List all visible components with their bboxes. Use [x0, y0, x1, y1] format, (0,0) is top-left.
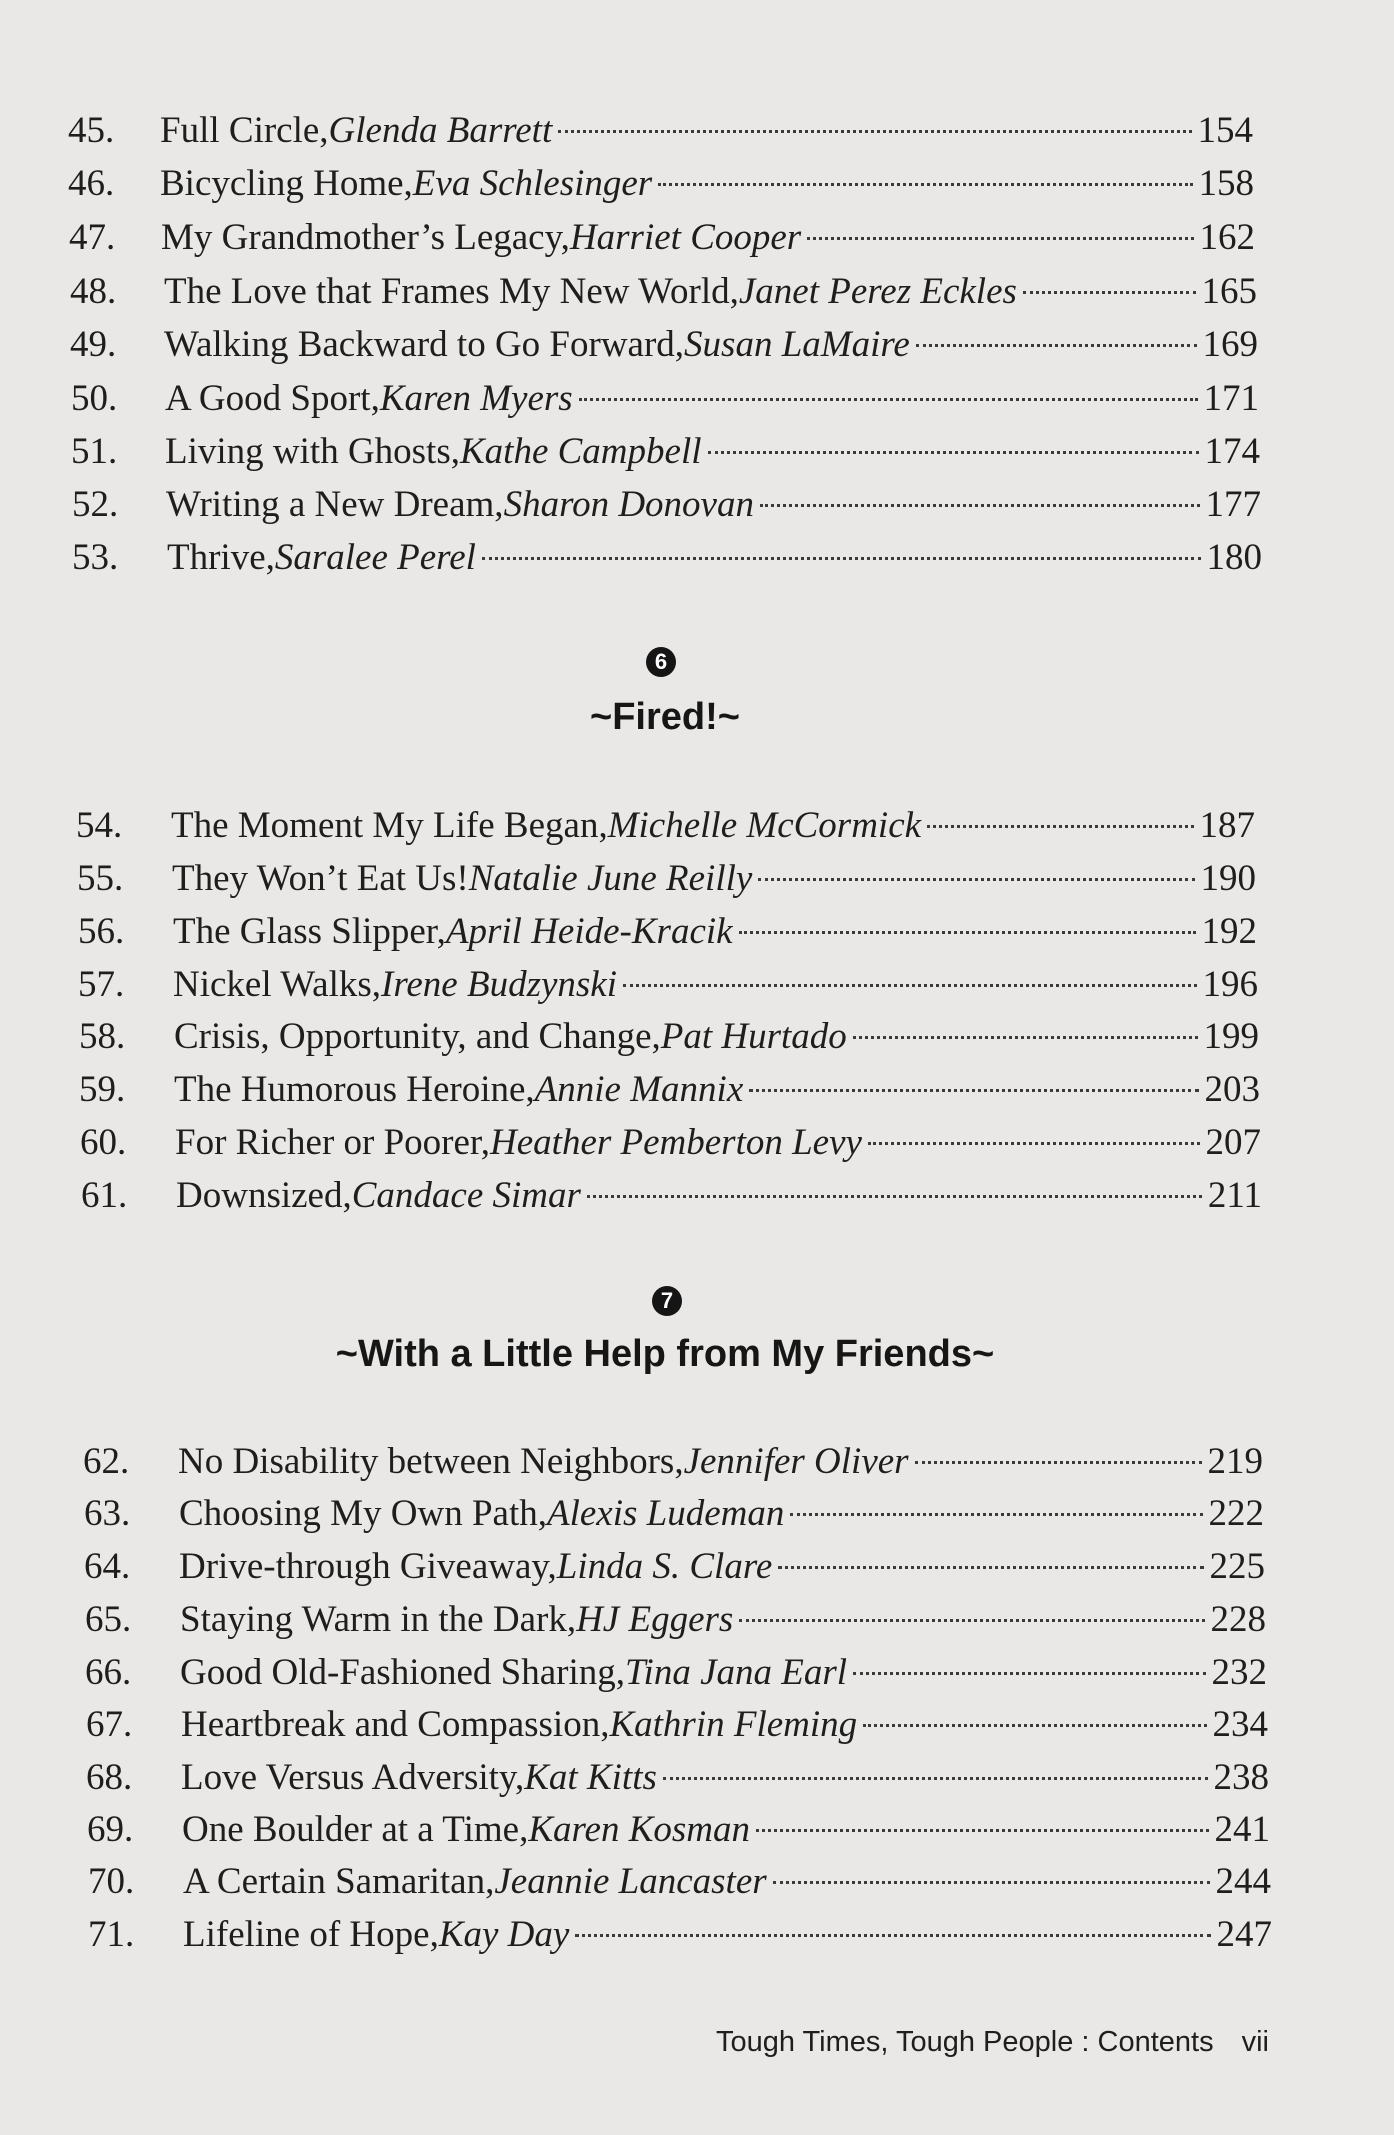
toc-entry[interactable]: [87, 1805, 1270, 1855]
entry-title: One Boulder at a Time,: [182, 1809, 529, 1850]
entry-title: Drive-through Giveaway,: [179, 1546, 557, 1587]
chapter-6-badge: 6: [646, 647, 676, 677]
entry-number: 52.: [72, 484, 119, 525]
entry-page: 162: [1199, 217, 1255, 258]
entry-author: Irene Budzynski: [381, 964, 617, 1005]
dot-leader: [558, 130, 1191, 133]
entry-number: 56.: [78, 911, 125, 952]
toc-entry[interactable]: [78, 960, 1258, 1010]
entry-author: Jennifer Oliver: [683, 1441, 909, 1482]
entry-title: Bicycling Home,: [160, 163, 413, 204]
entry-number: 47.: [69, 217, 116, 258]
entry-number: 69.: [87, 1809, 134, 1850]
entry-author: Heather Pemberton Levy: [490, 1122, 862, 1163]
dot-leader: [927, 825, 1193, 828]
dot-leader: [1023, 291, 1196, 294]
entry-page: 165: [1201, 271, 1257, 312]
toc-entry[interactable]: [84, 1489, 1264, 1539]
entry-title: Choosing My Own Path,: [179, 1493, 547, 1534]
entry-number: 67.: [86, 1704, 133, 1745]
entry-number: 54.: [76, 805, 123, 846]
dot-leader: [587, 1195, 1202, 1198]
page-folio: vii: [1241, 2026, 1269, 2058]
entry-author: Kat Kitts: [524, 1757, 657, 1798]
entry-title: A Good Sport,: [165, 378, 380, 419]
entry-title: The Humorous Heroine,: [174, 1069, 535, 1110]
entry-title: For Richer or Poorer,: [175, 1122, 491, 1163]
dot-leader: [658, 183, 1192, 186]
entry-title: Full Circle,: [160, 110, 329, 151]
toc-entry[interactable]: [71, 427, 1260, 477]
entry-author: Susan LaMaire: [684, 324, 910, 365]
entry-author: Alexis Ludeman: [546, 1493, 785, 1534]
entry-author: Karen Myers: [379, 378, 573, 419]
toc-entry[interactable]: [77, 854, 1256, 904]
entry-page: 219: [1207, 1441, 1263, 1482]
entry-page: 154: [1197, 110, 1253, 151]
dot-leader: [773, 1881, 1210, 1884]
entry-page: 169: [1202, 324, 1258, 365]
entry-number: 60.: [80, 1122, 127, 1163]
entry-page: 234: [1212, 1704, 1268, 1745]
toc-entry[interactable]: [68, 106, 1253, 156]
dot-leader: [739, 1619, 1204, 1622]
entry-number: 70.: [88, 1861, 135, 1902]
toc-entry[interactable]: [70, 320, 1258, 370]
entry-title: The Moment My Life Began,: [171, 805, 608, 846]
dot-leader: [708, 451, 1199, 454]
entry-number: 61.: [81, 1175, 128, 1216]
entry-author: Janet Perez Eckles: [738, 271, 1017, 312]
entry-page: 244: [1215, 1861, 1271, 1902]
dot-leader: [663, 1777, 1208, 1780]
entry-author: Saralee Perel: [274, 537, 476, 578]
entry-author: Pat Hurtado: [660, 1016, 847, 1057]
dot-leader: [760, 504, 1200, 507]
entry-title: Love Versus Adversity,: [181, 1757, 525, 1798]
entry-number: 63.: [84, 1493, 131, 1534]
toc-entry[interactable]: [70, 267, 1257, 317]
entry-page: 187: [1199, 805, 1255, 846]
entry-title: Good Old-Fashioned Sharing,: [180, 1652, 625, 1693]
entry-number: 71.: [88, 1914, 135, 1955]
entry-page: 203: [1204, 1069, 1260, 1110]
entry-title: No Disability between Neighbors,: [178, 1441, 684, 1482]
entry-author: Kay Day: [438, 1914, 570, 1955]
entry-page: 180: [1206, 537, 1262, 578]
dot-leader: [807, 237, 1193, 240]
dot-leader: [790, 1513, 1202, 1516]
toc-entry[interactable]: [72, 533, 1262, 583]
dot-leader: [623, 984, 1197, 987]
entry-title: Staying Warm in the Dark,: [180, 1599, 577, 1640]
entry-title: Thrive,: [167, 537, 275, 578]
entry-title: Living with Ghosts,: [165, 431, 460, 472]
running-footer: [716, 2020, 1269, 2064]
entry-title: Lifeline of Hope,: [183, 1914, 439, 1955]
toc-entry[interactable]: [79, 1012, 1259, 1062]
entry-page: 228: [1210, 1599, 1266, 1640]
dot-leader: [758, 878, 1194, 881]
toc-entry[interactable]: [72, 480, 1261, 530]
entry-number: 58.: [79, 1016, 126, 1057]
entry-author: Tina Jana Earl: [625, 1652, 848, 1693]
dot-leader: [756, 1829, 1208, 1832]
chapter-6-title: ~Fired!~: [590, 696, 740, 738]
entry-title: Heartbreak and Compassion,: [181, 1704, 610, 1745]
entry-page: 196: [1202, 964, 1258, 1005]
toc-entry[interactable]: [83, 1437, 1263, 1487]
entry-author: Karen Kosman: [528, 1809, 751, 1850]
toc-entry[interactable]: [81, 1171, 1262, 1221]
entry-author: Glenda Barrett: [328, 110, 553, 151]
entry-page: 232: [1211, 1652, 1267, 1693]
dot-leader: [575, 1934, 1210, 1937]
entry-page: 207: [1205, 1122, 1261, 1163]
entry-number: 68.: [86, 1757, 133, 1798]
entry-author: Michelle McCormick: [607, 805, 922, 846]
entry-number: 65.: [85, 1599, 132, 1640]
toc-entry[interactable]: [88, 1857, 1271, 1907]
entry-number: 59.: [79, 1069, 126, 1110]
dot-leader: [916, 344, 1197, 347]
toc-entry[interactable]: [71, 374, 1259, 424]
entry-page: 171: [1203, 378, 1259, 419]
entry-author: Candace Simar: [351, 1175, 581, 1216]
entry-author: Annie Mannix: [534, 1069, 744, 1110]
entry-page: 192: [1201, 911, 1257, 952]
toc-entry[interactable]: [80, 1118, 1261, 1168]
entry-author: Kathrin Fleming: [609, 1704, 858, 1745]
dot-leader: [778, 1566, 1203, 1569]
toc-entry[interactable]: [85, 1648, 1267, 1698]
entry-title: The Love that Frames My New World,: [164, 271, 739, 312]
entry-title: The Glass Slipper,: [173, 911, 446, 952]
entry-title: Writing a New Dream,: [166, 484, 504, 525]
dot-leader: [868, 1142, 1200, 1145]
dot-leader: [853, 1672, 1205, 1675]
toc-entry[interactable]: [69, 213, 1255, 263]
running-head: Tough Times, Tough People : Contents: [715, 2026, 1214, 2058]
entry-number: 50.: [71, 378, 118, 419]
entry-page: 190: [1200, 858, 1256, 899]
entry-number: 49.: [70, 324, 117, 365]
dot-leader: [853, 1036, 1198, 1039]
entry-page: 174: [1204, 431, 1260, 472]
toc-entry[interactable]: [68, 159, 1254, 209]
entry-page: 247: [1216, 1914, 1272, 1955]
entry-author: April Heide-Kracik: [445, 911, 733, 952]
entry-title: They Won’t Eat Us!: [172, 858, 469, 899]
dot-leader: [579, 398, 1198, 401]
entry-page: 199: [1203, 1016, 1259, 1057]
dot-leader: [915, 1461, 1202, 1464]
entry-page: 211: [1207, 1175, 1262, 1216]
entry-number: 51.: [71, 431, 118, 472]
entry-author: Jeannie Lancaster: [494, 1861, 767, 1902]
entry-number: 46.: [68, 163, 115, 204]
entry-author: Linda S. Clare: [556, 1546, 773, 1587]
dot-leader: [739, 931, 1196, 934]
entry-number: 45.: [68, 110, 115, 151]
entry-author: Kathe Campbell: [460, 431, 702, 472]
entry-author: Harriet Cooper: [569, 217, 802, 258]
chapter-7-badge: 7: [652, 1286, 682, 1316]
entry-title: My Grandmother’s Legacy,: [161, 217, 570, 258]
entry-author: HJ Eggers: [576, 1599, 734, 1640]
entry-title: Crisis, Opportunity, and Change,: [174, 1016, 661, 1057]
dot-leader: [482, 557, 1201, 560]
entry-page: 238: [1213, 1757, 1269, 1798]
toc-entry[interactable]: [78, 907, 1257, 957]
toc-entry[interactable]: [86, 1753, 1269, 1803]
entry-number: 53.: [72, 537, 119, 578]
toc-entry[interactable]: [88, 1910, 1272, 1960]
entry-title: Walking Backward to Go Forward,: [164, 324, 685, 365]
toc-entry[interactable]: [85, 1595, 1266, 1645]
entry-author: Eva Schlesinger: [412, 163, 653, 204]
dot-leader: [863, 1724, 1206, 1727]
entry-page: 225: [1209, 1546, 1265, 1587]
toc-entry[interactable]: [79, 1065, 1260, 1115]
entry-number: 62.: [83, 1441, 130, 1482]
toc-entry[interactable]: [76, 801, 1255, 851]
entry-number: 57.: [78, 964, 125, 1005]
entry-number: 66.: [85, 1652, 132, 1693]
toc-entry[interactable]: [86, 1700, 1268, 1750]
entry-title: A Certain Samaritan,: [183, 1861, 495, 1902]
entry-number: 55.: [77, 858, 124, 899]
entry-page: 177: [1205, 484, 1261, 525]
entry-author: Natalie June Reilly: [468, 858, 753, 899]
entry-number: 64.: [84, 1546, 131, 1587]
entry-page: 222: [1208, 1493, 1264, 1534]
entry-page: 158: [1198, 163, 1254, 204]
entry-title: Downsized,: [176, 1175, 352, 1216]
entry-page: 241: [1214, 1809, 1270, 1850]
entry-number: 48.: [70, 271, 117, 312]
entry-title: Nickel Walks,: [173, 964, 382, 1005]
dot-leader: [749, 1089, 1198, 1092]
entry-author: Sharon Donovan: [503, 484, 754, 525]
toc-entry[interactable]: [84, 1542, 1265, 1592]
chapter-7-title: ~With a Little Help from My Friends~: [335, 1333, 995, 1375]
